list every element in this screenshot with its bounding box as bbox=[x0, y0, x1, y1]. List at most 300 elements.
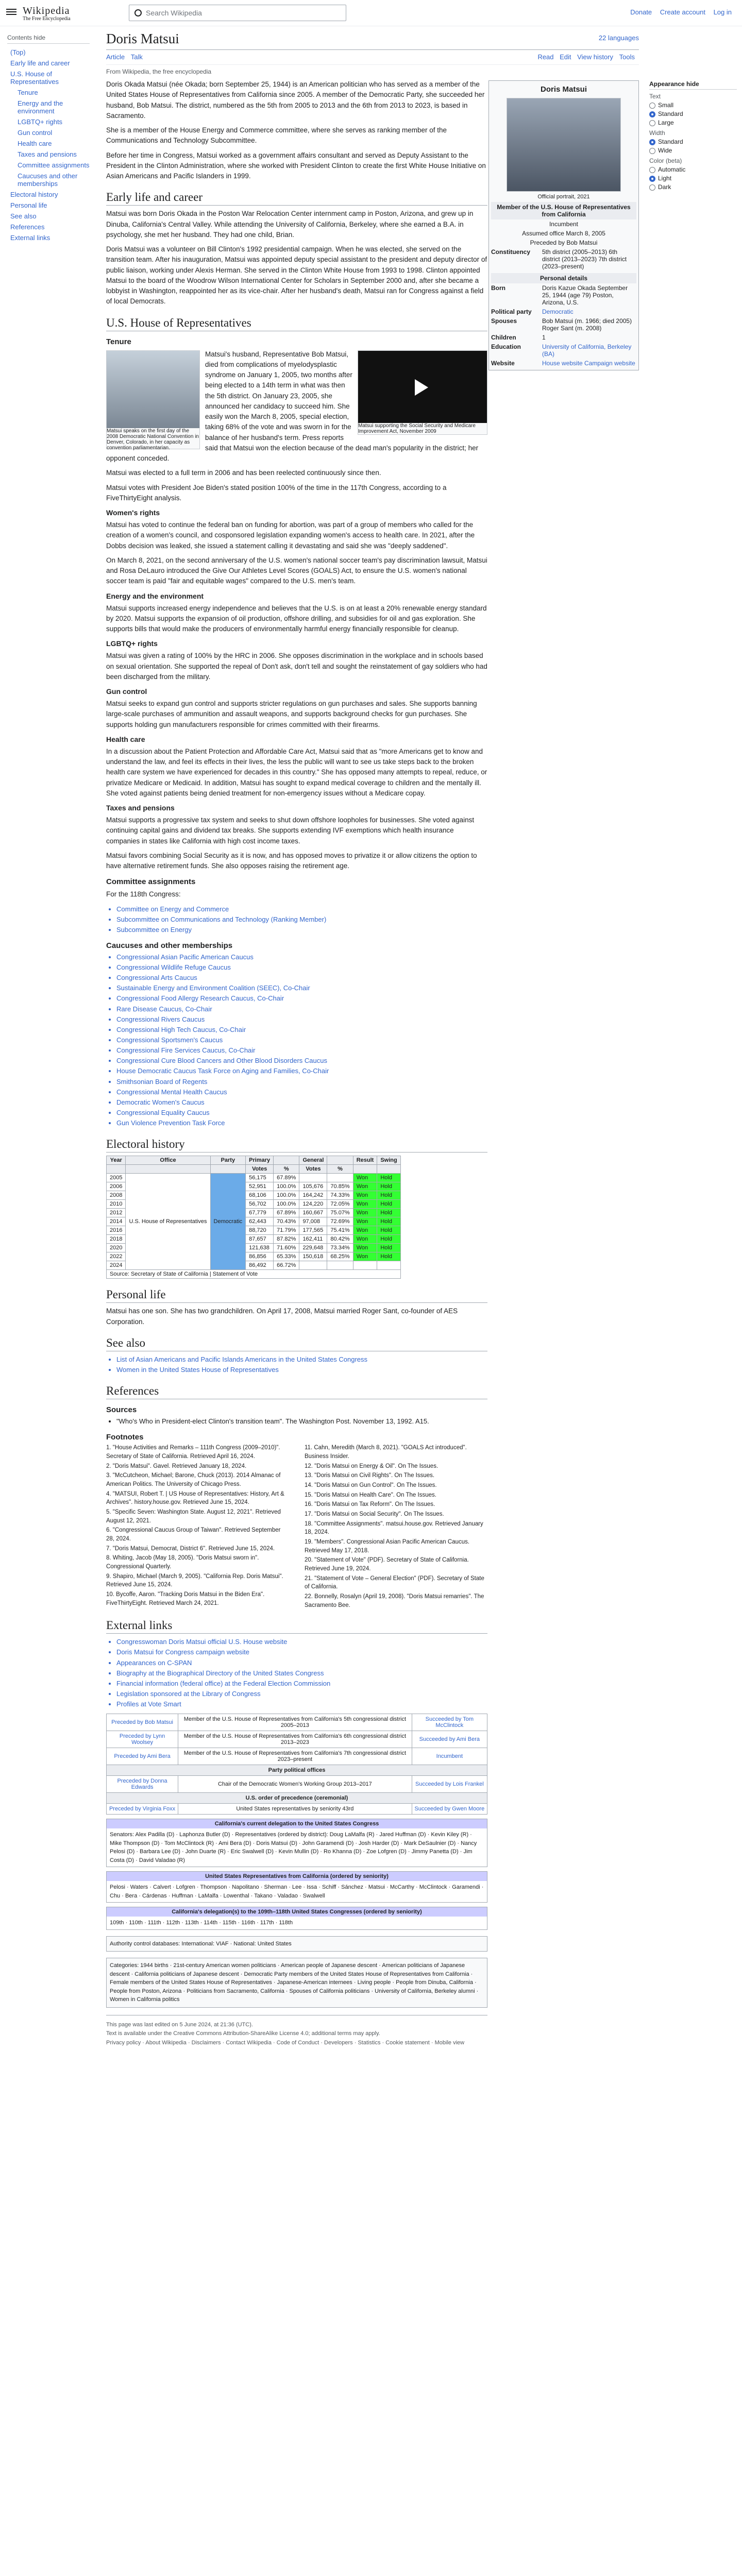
navbox-body[interactable]: Senators: Alex Padilla (D) · Laphonza Butler (D) · Representatives (ordered by district): Doug LaMalfa (R) · Jared Huffman (D) · Kevin Kiley (R) · Mike Thompson (D) · Tom McClintock (R) · Ami Bera (D) · Doris Matsui (D) · John Garamendi (D) · Josh Harder (D) · Mark DeSaulnier (D) · Nancy Pelosi (D) · Barbara Lee (D) · John Duarte (R) · Eric Swalwell (D) · Kevin Mullin (D) · Ro Khanna (D) · Zoe Lofgren (D) · Jimmy Panetta (D) · Jim Costa (D) · David Valadao (R) bbox=[110, 1832, 477, 1863]
value-cell: 87.82% bbox=[274, 1235, 299, 1244]
heading-sources: Sources bbox=[106, 1405, 137, 1415]
value-cell: 75.41% bbox=[327, 1226, 353, 1235]
label: Spouses bbox=[491, 317, 517, 325]
table-header: Office bbox=[126, 1156, 210, 1165]
value-cell: 75.07% bbox=[327, 1209, 353, 1217]
heading-energy: Energy and the environment bbox=[106, 591, 204, 600]
table-subheader-row bbox=[107, 1165, 401, 1174]
result-cell: Won bbox=[353, 1226, 377, 1235]
caucus-item[interactable]: • Congressional Mental Health Caucus bbox=[116, 1087, 487, 1097]
heading-footnotes: Footnotes bbox=[106, 1433, 144, 1442]
option-label: Dark bbox=[658, 183, 671, 191]
result-cell: Won bbox=[353, 1217, 377, 1226]
footnote: 18. "Committee Assignments". matsui.house.gov. Retrieved January 18, 2024. bbox=[305, 1520, 483, 1536]
party-row bbox=[491, 307, 636, 316]
committee-item[interactable]: • Subcommittee on Communications and Technology (Ranking Member) bbox=[116, 914, 487, 925]
radio-icon[interactable] bbox=[649, 139, 655, 145]
committee-item[interactable]: • Committee on Energy and Commerce bbox=[116, 904, 487, 914]
value-cell: 62,443 bbox=[246, 1217, 274, 1226]
year-cell: 2022 bbox=[107, 1252, 126, 1261]
see-also-item[interactable]: • List of Asian Americans and Pacific Islands Americans in the United States Congress bbox=[116, 1354, 487, 1365]
value-cell: 56,175 bbox=[246, 1174, 274, 1182]
label: Children bbox=[491, 334, 516, 341]
value-cell: 87,657 bbox=[246, 1235, 274, 1244]
label: Constituency bbox=[491, 248, 531, 256]
search-input[interactable] bbox=[129, 5, 346, 21]
heading-women: Women's rights bbox=[106, 509, 160, 517]
authority-control: Authority control databases: International: VIAF · National: United States bbox=[106, 1936, 487, 1952]
caucus-item[interactable]: • Gun Violence Prevention Task Force bbox=[116, 1118, 487, 1128]
appearance-group-label: Text bbox=[649, 93, 661, 100]
value-cell: 100.0% bbox=[274, 1191, 299, 1200]
tenure-p1: Matsui's husband, Representative Bob Matsui, died from complications of myelodysplastic syndrome on January 1, 2005, two months after being elected to a 14th term in what was then the 5th district. On January 23, 2005, she announced her candidacy to succeed him. She easily won the March 8, 2005, special election, taking 68% of the vote and was sworn in for the balance of her husband's term. Press reports said that Matsui won the election because of the dead man's popularity in the district; her opponent conceded. bbox=[106, 350, 479, 462]
education-row bbox=[491, 342, 636, 359]
user-links bbox=[624, 8, 732, 16]
infobox-name: Doris Matsui bbox=[540, 85, 587, 94]
succession-row bbox=[107, 1714, 487, 1731]
footnote: 17. "Doris Matsui on Social Security". On The Issues. bbox=[305, 1511, 444, 1517]
value-cell: 67.89% bbox=[274, 1174, 299, 1182]
value-cell: 52,951 bbox=[246, 1182, 274, 1191]
precedence-next[interactable]: Succeeded by Gwen Moore bbox=[412, 1804, 487, 1815]
caucus-item[interactable]: • Congressional Asian Pacific American Caucus bbox=[116, 952, 487, 962]
value-cell: 121,638 bbox=[246, 1244, 274, 1252]
navbox-title[interactable]: United States Representatives from California (ordered by seniority) bbox=[107, 1872, 487, 1881]
result-cell: Won bbox=[353, 1244, 377, 1252]
table-header: Swing bbox=[377, 1156, 400, 1165]
heading-electoral: Electoral history bbox=[106, 1138, 487, 1153]
lgbt-p1: Matsui was given a rating of 100% by the HRC in 2006. She opposes discrimination in the workplace and in schools based on sexual orientation. She supported the repeal of Don't ask, don't tell and sought the reinstatement of gay soldiers who had been discharged from the military. bbox=[106, 652, 487, 681]
caucus-item[interactable]: • Rare Disease Caucus, Co-Chair bbox=[116, 1004, 487, 1014]
label: Political party bbox=[491, 308, 532, 315]
year-cell: 2018 bbox=[107, 1235, 126, 1244]
year-cell: 2016 bbox=[107, 1226, 126, 1235]
swing-cell bbox=[377, 1261, 400, 1270]
value-cell: 70.85% bbox=[327, 1182, 353, 1191]
tab-article[interactable]: Article bbox=[106, 53, 125, 61]
table-source-row bbox=[107, 1270, 401, 1279]
energy-p1: Matsui supports increased energy independence and believes that the U.S. is on at least a 20% renewable energy standard by 2020. Matsui supports the expansion of oil production, offshore drilling, and subsidies for oil and gas exploration. She supports bills that would make the producers of environmentally harmful energy financially responsible for cleanup. bbox=[106, 604, 487, 633]
radio-icon[interactable] bbox=[649, 103, 655, 109]
succession-prev[interactable]: Preceded by Lynn Woolsey bbox=[107, 1731, 178, 1748]
footnote: 4. "MATSUI, Robert T. | US House of Representatives: History, Art & Archives". history.house.gov. Retrieved June 15, 2024. bbox=[106, 1490, 284, 1506]
footnote: 13. "Doris Matsui on Civil Rights". On The Issues. bbox=[305, 1472, 435, 1479]
tagline: The Free Encyclopedia bbox=[23, 16, 71, 22]
result-cell: Won bbox=[353, 1235, 377, 1244]
external-link[interactable]: • Congresswoman Doris Matsui official U.S. House website bbox=[116, 1637, 487, 1647]
website-row bbox=[491, 359, 636, 368]
toc-item[interactable]: Energy and the environment bbox=[18, 99, 63, 115]
table-of-contents bbox=[7, 34, 90, 243]
value-cell bbox=[327, 1261, 353, 1270]
toc-item[interactable]: Gun control bbox=[18, 129, 53, 137]
label: Education bbox=[491, 343, 521, 350]
swing-cell: Hold bbox=[377, 1209, 400, 1217]
toc-item[interactable]: Personal life bbox=[10, 201, 47, 209]
footnote: 12. "Doris Matsui on Energy & Oil". On The Issues. bbox=[305, 1463, 439, 1469]
heading-tenure: Tenure bbox=[106, 337, 131, 346]
succession-office: Member of the U.S. House of Representatives from California's 7th congressional district 2023–present bbox=[178, 1748, 412, 1765]
option-label: Light bbox=[658, 175, 672, 182]
sources-list bbox=[116, 1416, 487, 1427]
table-subheader bbox=[377, 1165, 400, 1174]
value-cell: 80.42% bbox=[327, 1235, 353, 1244]
external-link[interactable]: • Appearances on C-SPAN bbox=[116, 1658, 487, 1668]
swing-cell: Hold bbox=[377, 1200, 400, 1209]
early-p2: Doris Matsui was a volunteer on Bill Clinton's 1992 presidential campaign. When he was elected, she served on the transition team. After his inauguration, Matsui was appointed deputy special assistant to the president and deputy director of public liaison, working under Alexis Herman. She served in the Clinton White House from 1993 to 1998. Clinton appointed Matsui to the board of the Woodrow Wilson International Center for Scholars in September 2000 and, after she became a lobbyist in Washington, reappointed her as its vice-chair. After her husband's death, Matsui ran for Congress against a field of local Democrats. bbox=[106, 245, 487, 306]
value-cell: 72.69% bbox=[327, 1217, 353, 1226]
result-cell: Won bbox=[353, 1252, 377, 1261]
party-political-next[interactable]: Succeeded by Lois Frankel bbox=[412, 1776, 487, 1793]
value-cell bbox=[327, 1174, 353, 1182]
value-cell: 100.0% bbox=[274, 1200, 299, 1209]
toc-item[interactable]: LGBTQ+ rights bbox=[18, 118, 63, 126]
value-cell: 86,492 bbox=[246, 1261, 274, 1270]
appearance-option[interactable] bbox=[649, 183, 737, 191]
value-cell: 65.33% bbox=[274, 1252, 299, 1261]
heading-personal: Personal life bbox=[106, 1288, 487, 1303]
taxes-p1: Matsui supports a progressive tax system and seeks to shut down offshore loopholes for businesses. She voted against continuing capital gains and dividend tax breaks. She supports extending IVF exemptions which health insurance companies in states like California with high cost income taxes. bbox=[106, 816, 475, 845]
external-links-list bbox=[116, 1637, 487, 1709]
convention-image[interactable] bbox=[107, 351, 199, 428]
value[interactable]: Democratic bbox=[542, 308, 574, 315]
result-cell: Won bbox=[353, 1209, 377, 1217]
external-link[interactable]: • Legislation sponsored at the Library of Congress bbox=[116, 1689, 487, 1699]
footnote: 9. Shapiro, Michael (March 9, 2005). "California Rep. Doris Matsui". Retrieved June 15, 2024. bbox=[106, 1573, 283, 1588]
value-cell: 66.72% bbox=[274, 1261, 299, 1270]
personal-details-heading: Personal details bbox=[491, 273, 636, 283]
succession-next[interactable]: Incumbent bbox=[412, 1748, 487, 1765]
appearance-option[interactable] bbox=[649, 110, 737, 117]
radio-icon[interactable] bbox=[649, 111, 655, 117]
value-cell: 67.89% bbox=[274, 1209, 299, 1217]
succession-row bbox=[107, 1748, 487, 1765]
table-header bbox=[274, 1156, 299, 1165]
title-row bbox=[106, 31, 639, 50]
option-label: Large bbox=[658, 119, 674, 126]
committee-intro: For the 118th Congress: bbox=[106, 890, 181, 899]
value-cell: 124,220 bbox=[299, 1200, 327, 1209]
option-label: Automatic bbox=[658, 166, 686, 173]
succession-next[interactable]: Succeeded by Ami Bera bbox=[412, 1731, 487, 1748]
caucus-item[interactable]: • Congressional High Tech Caucus, Co-Chair bbox=[116, 1025, 487, 1035]
value-cell bbox=[299, 1261, 327, 1270]
year-cell: 2005 bbox=[107, 1174, 126, 1182]
tab-edit[interactable]: Edit bbox=[560, 53, 571, 61]
succession-prev[interactable]: Preceded by Bob Matsui bbox=[107, 1714, 178, 1731]
swing-cell: Hold bbox=[377, 1182, 400, 1191]
value-cell: 73.34% bbox=[327, 1244, 353, 1252]
caucus-item[interactable]: • Congressional Sportsmen's Caucus bbox=[116, 1035, 487, 1045]
appearance-option[interactable] bbox=[649, 147, 737, 154]
succession-row bbox=[107, 1731, 487, 1748]
tab-read[interactable]: Read bbox=[537, 53, 554, 61]
video-caption: Matsui supporting the Social Security and Medicare Improvement Act, November 2009 bbox=[358, 422, 476, 434]
table-header: Primary bbox=[246, 1156, 274, 1165]
toc-item[interactable]: See also bbox=[10, 212, 37, 220]
succession-office: Member of the U.S. House of Representatives from California's 6th congressional district 2013–2023 bbox=[178, 1731, 412, 1748]
navbox-title[interactable]: California's delegation(s) to the 109th–118th United States Congresses (ordered by seniority) bbox=[107, 1907, 487, 1917]
office-cell[interactable]: U.S. House of Representatives bbox=[126, 1174, 210, 1270]
party-political-prev[interactable]: Preceded by Donna Edwards bbox=[107, 1776, 178, 1793]
toc-item[interactable]: Caucuses and other memberships bbox=[18, 172, 78, 188]
value-cell: 100.0% bbox=[274, 1182, 299, 1191]
video-player[interactable] bbox=[358, 351, 487, 423]
footnote: 14. "Doris Matsui on Gun Control". On The Issues. bbox=[305, 1482, 437, 1488]
toc-item[interactable]: Tenure bbox=[18, 89, 38, 96]
appearance-option[interactable] bbox=[649, 175, 737, 182]
year-cell: 2020 bbox=[107, 1244, 126, 1252]
donate-link[interactable]: Donate bbox=[630, 8, 652, 16]
value: 5th district (2005–2013) 6th district (2013–2023) 7th district (2023–present) bbox=[542, 248, 627, 270]
page-title: Doris Matsui bbox=[106, 31, 179, 46]
party-political-row bbox=[107, 1776, 487, 1793]
source-item: • "Who's Who in President-elect Clinton's transition team". The Washington Post. November 13, 1992. A15. bbox=[116, 1416, 487, 1427]
caucus-item[interactable]: • Congressional Rivers Caucus bbox=[116, 1014, 487, 1025]
caucus-item[interactable]: • Congressional Fire Services Caucus, Co-Chair bbox=[116, 1045, 487, 1056]
table-header: Party bbox=[210, 1156, 246, 1165]
option-label: Standard bbox=[658, 110, 683, 117]
option-label: Wide bbox=[658, 147, 672, 154]
login-link[interactable]: Log in bbox=[713, 8, 732, 16]
caucus-item[interactable]: • Congressional Food Allergy Research Caucus, Co-Chair bbox=[116, 993, 487, 1004]
appearance-option[interactable] bbox=[649, 166, 737, 173]
caucus-item[interactable]: • Smithsonian Board of Regents bbox=[116, 1077, 487, 1087]
year-cell: 2006 bbox=[107, 1182, 126, 1191]
table-header bbox=[327, 1156, 353, 1165]
external-link[interactable]: • Doris Matsui for Congress campaign website bbox=[116, 1647, 487, 1657]
table-header: General bbox=[299, 1156, 327, 1165]
succession-office: Member of the U.S. House of Representatives from California's 5th congressional district 2005–2013 bbox=[178, 1714, 412, 1731]
value-cell: 68,106 bbox=[246, 1191, 274, 1200]
footer-license: Text is available under the Creative Commons Attribution-ShareAlike License 4.0; additional terms may apply. bbox=[106, 2030, 380, 2037]
source-cell[interactable]: Source: Secretary of State of California | Statement of Vote bbox=[107, 1270, 401, 1279]
value: Bob Matsui (m. 1966; died 2005) Roger Sant (m. 2008) bbox=[542, 317, 632, 332]
swing-cell: Hold bbox=[377, 1226, 400, 1235]
footnote: 5. "Specific Seven: Washington State. August 12, 2021". Retrieved August 12, 2021. bbox=[106, 1509, 281, 1524]
value-cell: 160,667 bbox=[299, 1209, 327, 1217]
heading-lgbt: LGBTQ+ rights bbox=[106, 639, 158, 648]
precedence-heading: U.S. order of precedence (ceremonial) bbox=[107, 1793, 487, 1804]
infobox bbox=[488, 80, 639, 370]
caucus-item[interactable]: • Congressional Cure Blood Cancers and Other Blood Disorders Caucus bbox=[116, 1056, 487, 1066]
footnote: 19. "Members". Congressional Asian Pacific American Caucus. Retrieved May 17, 2018. bbox=[305, 1538, 470, 1554]
value-cell: 162,411 bbox=[299, 1235, 327, 1244]
table-subheader: % bbox=[274, 1165, 299, 1174]
footnote: 3. "McCutcheon, Michael; Barone, Chuck (2013). 2014 Almanac of American Politics. The University of Chicago Press. bbox=[106, 1472, 281, 1487]
appearance-group-label: Color (beta) bbox=[649, 157, 682, 164]
succession-prev[interactable]: Preceded by Ami Bera bbox=[107, 1748, 178, 1765]
footnote: 21. "Statement of Vote – General Election" (PDF). Secretary of State of California. bbox=[305, 1575, 484, 1590]
year-cell: 2010 bbox=[107, 1200, 126, 1209]
result-cell: Won bbox=[353, 1191, 377, 1200]
appearance-option[interactable] bbox=[649, 138, 737, 145]
intro-p1: Doris Okada Matsui (née Okada; born September 25, 1944) is an American politician who has served as a member of the United States House of Representatives from California since 2005. A member of the Democratic Party, she succeeded her husband, Bob Matsui. The district, numbered as the 5th from 2005 to 2013 and the 6th from 2013 to 2023, is based in Sacramento. bbox=[106, 80, 485, 120]
footer-links[interactable]: Privacy policy · About Wikipedia · Disclaimers · Contact Wikipedia · Code of Conduct · Developers · Statistics · Cookie statement · Mobile view bbox=[106, 2040, 465, 2046]
radio-icon[interactable] bbox=[649, 167, 655, 173]
table-subheader bbox=[353, 1165, 377, 1174]
born-row bbox=[491, 283, 636, 307]
radio-icon[interactable] bbox=[649, 184, 655, 191]
heading-house: U.S. House of Representatives bbox=[106, 316, 487, 331]
value-cell: 86,856 bbox=[246, 1252, 274, 1261]
caucus-item[interactable]: • Sustainable Energy and Environment Coalition (SEEC), Co-Chair bbox=[116, 983, 487, 993]
toc-item[interactable]: Early life and career bbox=[10, 59, 70, 67]
tab-history[interactable]: View history bbox=[577, 53, 614, 61]
heading-see-also: See also bbox=[106, 1336, 487, 1351]
table-subheader bbox=[210, 1165, 246, 1174]
footer bbox=[106, 2015, 487, 2048]
party-cell[interactable]: Democratic bbox=[210, 1174, 246, 1270]
year-cell: 2008 bbox=[107, 1191, 126, 1200]
language-button[interactable]: 22 languages bbox=[598, 34, 639, 42]
main-menu-icon[interactable] bbox=[6, 7, 16, 18]
toc-item[interactable]: Electoral history bbox=[10, 191, 58, 198]
search-icon bbox=[134, 9, 142, 16]
year-cell: 2014 bbox=[107, 1217, 126, 1226]
year-cell: 2012 bbox=[107, 1209, 126, 1217]
caucus-list bbox=[116, 952, 487, 1128]
appearance-option[interactable] bbox=[649, 119, 737, 126]
value: 1 bbox=[542, 334, 546, 341]
value-cell: 97,008 bbox=[299, 1217, 327, 1226]
option-label: Standard bbox=[658, 138, 683, 145]
navbox-body[interactable]: Pelosi · Waters · Calvert · Lofgren · Thompson · Napolitano · Sherman · Lee · Issa · Schiff · Sánchez · Matsui · McCarthy · McClintock · Garamendi · Chu · Bera · Cárdenas · Huffman · LaMalfa · Lowenthal · Takano · Valadao · Swalwell bbox=[110, 1884, 484, 1899]
heading-committee: Committee assignments bbox=[106, 877, 196, 887]
footer-edited: This page was last edited on 5 June 2024, at 21:36 (UTC). bbox=[106, 2021, 253, 2028]
value-cell: 88,720 bbox=[246, 1226, 274, 1235]
appearance-panel bbox=[649, 80, 737, 192]
navbox bbox=[106, 1819, 487, 1867]
spouse-row bbox=[491, 316, 636, 333]
wordmark: Wikipedia bbox=[23, 5, 70, 16]
radio-icon[interactable] bbox=[649, 176, 655, 182]
value-cell: 71.79% bbox=[274, 1226, 299, 1235]
table-header: Result bbox=[353, 1156, 377, 1165]
create-account-link[interactable]: Create account bbox=[660, 8, 705, 16]
table-subheader: Votes bbox=[246, 1165, 274, 1174]
external-link[interactable]: • Financial information (federal office) at the Federal Election Commission bbox=[116, 1679, 487, 1689]
footnote: 10. Bycoffe, Aaron. "Tracking Doris Matsui in the Biden Era". FiveThirtyEight. Retrieved March 24, 2021. bbox=[106, 1591, 265, 1606]
party-political-head-row bbox=[107, 1765, 487, 1776]
header bbox=[0, 0, 742, 26]
preceded-by: Preceded by Bob Matsui bbox=[530, 239, 598, 246]
value[interactable]: House website Campaign website bbox=[542, 360, 635, 367]
value-cell: 67,779 bbox=[246, 1209, 274, 1217]
navbox-title[interactable]: California's current delegation to the United States Congress bbox=[107, 1819, 487, 1828]
radio-icon[interactable] bbox=[649, 148, 655, 154]
toc-item[interactable]: Committee assignments bbox=[18, 161, 90, 169]
radio-icon[interactable] bbox=[649, 120, 655, 126]
caucus-item[interactable]: • Democratic Women's Caucus bbox=[116, 1097, 487, 1108]
convention-caption: Matsui speaks on the first day of the 2008 Democratic National Convention in Denver, Colorado, in her capacity as convention parliamentarian. bbox=[107, 428, 199, 451]
article bbox=[106, 31, 699, 2048]
swing-cell: Hold bbox=[377, 1235, 400, 1244]
toc-item[interactable]: U.S. House of Representatives bbox=[10, 70, 59, 86]
table-header: Year bbox=[107, 1156, 126, 1165]
portrait-image[interactable] bbox=[507, 98, 621, 192]
article-body bbox=[106, 68, 487, 2048]
table-subheader: Votes bbox=[299, 1165, 327, 1174]
caucus-item[interactable]: • House Democratic Caucus Task Force on Aging and Families, Co-Chair bbox=[116, 1066, 487, 1076]
wikipedia-logo[interactable] bbox=[23, 5, 71, 22]
value[interactable]: University of California, Berkeley (BA) bbox=[542, 343, 632, 358]
value: Doris Kazue Okada September 25, 1944 (age 79) Poston, Arizona, U.S. bbox=[542, 284, 628, 306]
footnote: 20. "Statement of Vote" (PDF). Secretary of State of California. Retrieved June 19, 2024. bbox=[305, 1557, 469, 1572]
external-link[interactable]: • Profiles at Vote Smart bbox=[116, 1699, 487, 1709]
value-cell: 74.33% bbox=[327, 1191, 353, 1200]
navbox-body[interactable]: 109th · 110th · 111th · 112th · 113th · 114th · 115th · 116th · 117th · 118th bbox=[110, 1920, 293, 1926]
toc-item[interactable]: Health care bbox=[18, 140, 52, 147]
footnote: 8. Whiting, Jacob (May 18, 2005). "Doris Matsui sworn in". Congressional Quarterly. bbox=[106, 1555, 259, 1570]
result-cell: Won bbox=[353, 1200, 377, 1209]
women-p2: On March 8, 2021, on the second anniversary of the U.S. women's national soccer team's pay discrimination lawsuit, Matsui and Rosa DeLauro introduced the Give Our Athletes Level Scores (GOALS) Act, to ensure the U.S. women's national soccer team is paid "fair and equitable wages" compared to the U.S. men's team. bbox=[106, 556, 487, 585]
swing-cell: Hold bbox=[377, 1191, 400, 1200]
swing-cell: Hold bbox=[377, 1217, 400, 1226]
committee-item[interactable]: • Subcommittee on Energy bbox=[116, 925, 487, 935]
value-cell: 68.25% bbox=[327, 1252, 353, 1261]
appearance-option[interactable] bbox=[649, 101, 737, 109]
tab-tools[interactable]: Tools bbox=[619, 53, 635, 61]
appearance-group-label: Width bbox=[649, 129, 665, 137]
toc-item[interactable]: Taxes and pensions bbox=[18, 150, 77, 158]
committee-list bbox=[116, 904, 487, 935]
external-link[interactable]: • Biography at the Biographical Directory of the United States Congress bbox=[116, 1668, 487, 1679]
page-tabs bbox=[106, 50, 639, 65]
footnotes-list bbox=[106, 1444, 487, 1609]
value-cell: 150,618 bbox=[299, 1252, 327, 1261]
tab-talk[interactable]: Talk bbox=[130, 53, 143, 61]
toc-item[interactable]: References bbox=[10, 223, 45, 231]
caucus-item[interactable]: • Congressional Wildlife Refuge Caucus bbox=[116, 962, 487, 973]
value-cell: 72.05% bbox=[327, 1200, 353, 1209]
precedence-prev[interactable]: Preceded by Virginia Foxx bbox=[107, 1804, 178, 1815]
footnote: 22. Bonnelly, Rosalyn (April 19, 2008). "Doris Matsui remarries". The Sacramento Bee. bbox=[305, 1593, 484, 1608]
personal-p1: Matsui has one son. She has two grandchildren. On April 17, 2008, Matsui married Roger Sant, co-founder of AES Corporation. bbox=[106, 1307, 458, 1326]
option-label: Small bbox=[658, 101, 674, 109]
swing-cell: Hold bbox=[377, 1252, 400, 1261]
navbox bbox=[106, 1907, 487, 1930]
toc-item[interactable]: (Top) bbox=[10, 48, 26, 56]
office-title: Member of the U.S. House of Representatives from California bbox=[491, 202, 636, 219]
succession-next[interactable]: Succeeded by Tom McClintock bbox=[412, 1714, 487, 1731]
tenure-p2: Matsui was elected to a full term in 2006 and has been reelected continuously since then. bbox=[106, 469, 381, 477]
play-icon[interactable] bbox=[415, 379, 428, 396]
table-subheader bbox=[107, 1165, 126, 1174]
precedence-head-row bbox=[107, 1793, 487, 1804]
table-header-row bbox=[107, 1156, 401, 1165]
tenure-p3: Matsui votes with President Joe Biden's stated position 100% of the time in the 117th Congress, according to a FiveThirtyEight analysis. bbox=[106, 483, 447, 502]
heading-taxes: Taxes and pensions bbox=[106, 804, 175, 812]
year-cell: 2024 bbox=[107, 1261, 126, 1270]
value-cell: 164,242 bbox=[299, 1191, 327, 1200]
result-cell bbox=[353, 1261, 377, 1270]
value-cell: 105,676 bbox=[299, 1182, 327, 1191]
value-cell: 177,565 bbox=[299, 1226, 327, 1235]
value-cell bbox=[299, 1174, 327, 1182]
taxes-p2: Matsui favors combining Social Security as it is now, and has opposed moves to privatize it or allow citizens the option to have alternative retirement funds. She also opposes raising the retirement age. bbox=[106, 851, 477, 870]
portrait-caption: Official portrait, 2021 bbox=[537, 194, 590, 200]
caucus-item[interactable]: • Congressional Equality Caucus bbox=[116, 1108, 487, 1118]
footnote: 16. "Doris Matsui on Tax Reform". On The Issues. bbox=[305, 1501, 435, 1508]
children-row bbox=[491, 333, 636, 342]
table-subheader: % bbox=[327, 1165, 353, 1174]
toc-item[interactable]: External links bbox=[10, 234, 50, 242]
women-p1: Matsui has voted to continue the federal ban on funding for abortion, was part of a group of members who called for the creation of a women's council, and cosponsored legislation expanding women's access to health care. In 2021, after the Dobbs decision was leaked, she issued a statement calling it devastating and said she was "deeply saddened". bbox=[106, 521, 475, 550]
precedence-office: United States representatives by seniority 43rd bbox=[178, 1804, 412, 1815]
see-also-item[interactable]: • Women in the United States House of Representatives bbox=[116, 1365, 487, 1375]
caucus-item[interactable]: • Congressional Arts Caucus bbox=[116, 973, 487, 983]
